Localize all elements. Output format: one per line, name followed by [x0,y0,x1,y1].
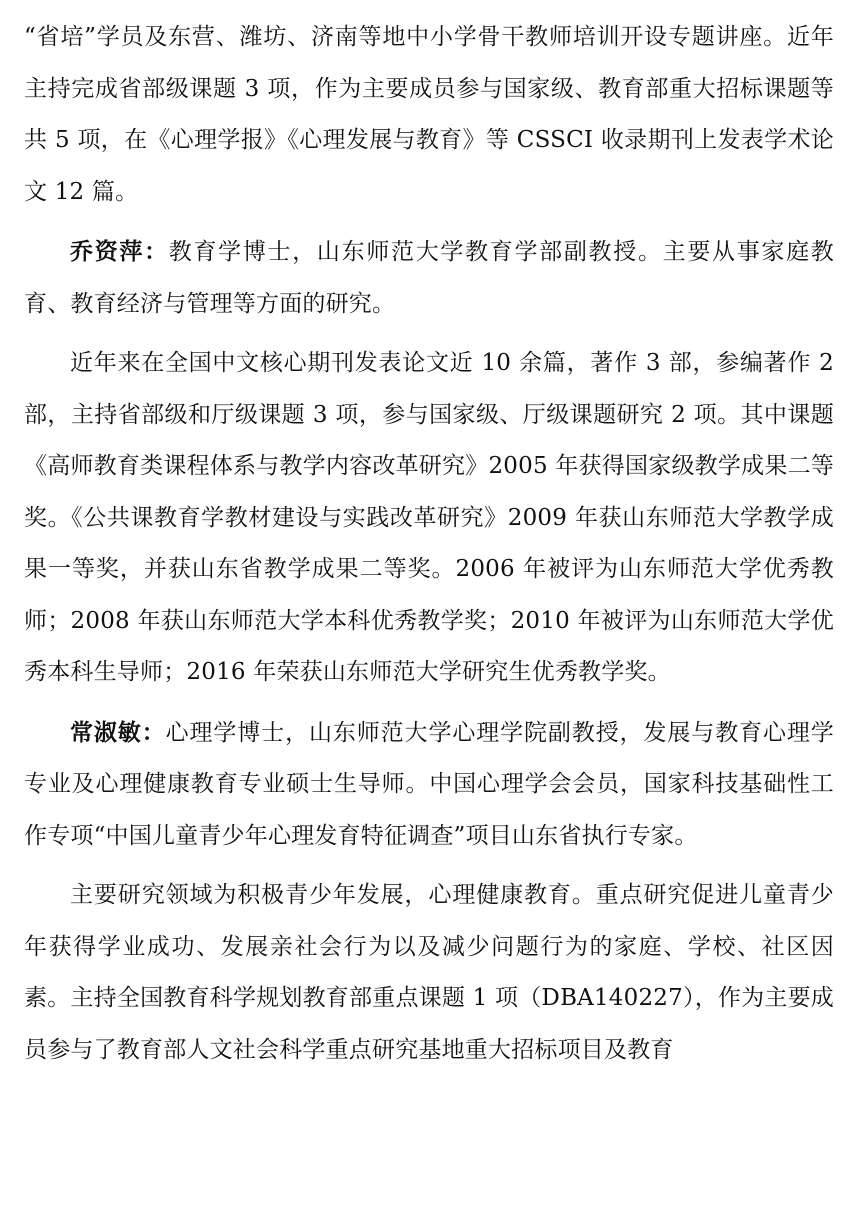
paragraph-text: “省培”学员及东营、潍坊、济南等地中小学骨干教师培训开设专题讲座。近年主持完成省部级课题 3 项，作为主要成员参与国家级、教育部重大招标课题等共 5 项，在《心理学报》《心理发展与教育》等 CSSCI 收录期刊上发表学术论文 12 篇。 [24,24,834,205]
paragraph-text: 主要研究领域为积极青少年发展，心理健康教育。重点研究促进儿童青少年获得学业成功、发展亲社会行为以及减少问题行为的家庭、学校、社区因素。主持全国教育科学规划教育部重点课题 1 项（DBA140227），作为主要成员参与了教育部人文社会科学重点研究基地重大招标项目及教育 [24,882,834,1063]
paragraph-text: 近年来在全国中文核心期刊发表论文近 10 余篇，著作 3 部，参编著作 2 部，主持省部级和厅级课题 3 项，参与国家级、厅级课题研究 2 项。其中课题《高师教育类课程体系与教学内容改革研究》2005 年获得国家级教学成果二等奖。《公共课教育学教材建设与实践改革研究》2009 年获山东师范大学教学成果一等奖，并获山东省教学成果二等奖。2006 年被评为山东师范大学优秀教师；2008 年获山东师范大学本科优秀教学奖；2010 年被评为山东师范大学优秀本科生导师；2016 年荣获山东师范大学研究生优秀教学奖。 [24,350,834,685]
paragraph-qiao-zi-ping-achievements [24,338,834,699]
person-name: 乔资萍： [70,238,169,265]
paragraph-continued-intro [24,12,834,218]
document-page [24,12,834,1076]
paragraph-chang-shu-min-research [24,870,834,1076]
paragraph-text: 教育学博士，山东师范大学教育学部副教授。主要从事家庭教育、教育经济与管理等方面的研究。 [24,239,834,317]
paragraph-text: 心理学博士，山东师范大学心理学院副教授，发展与教育心理学专业及心理健康教育专业硕士生导师。中国心理学会会员，国家科技基础性工作专项“中国儿童青少年心理发育特征调查”项目山东省执行专家。 [24,719,834,849]
person-name: 常淑敏： [70,718,166,746]
paragraph-qiao-zi-ping-intro [24,226,834,330]
paragraph-chang-shu-min-intro [24,707,834,863]
